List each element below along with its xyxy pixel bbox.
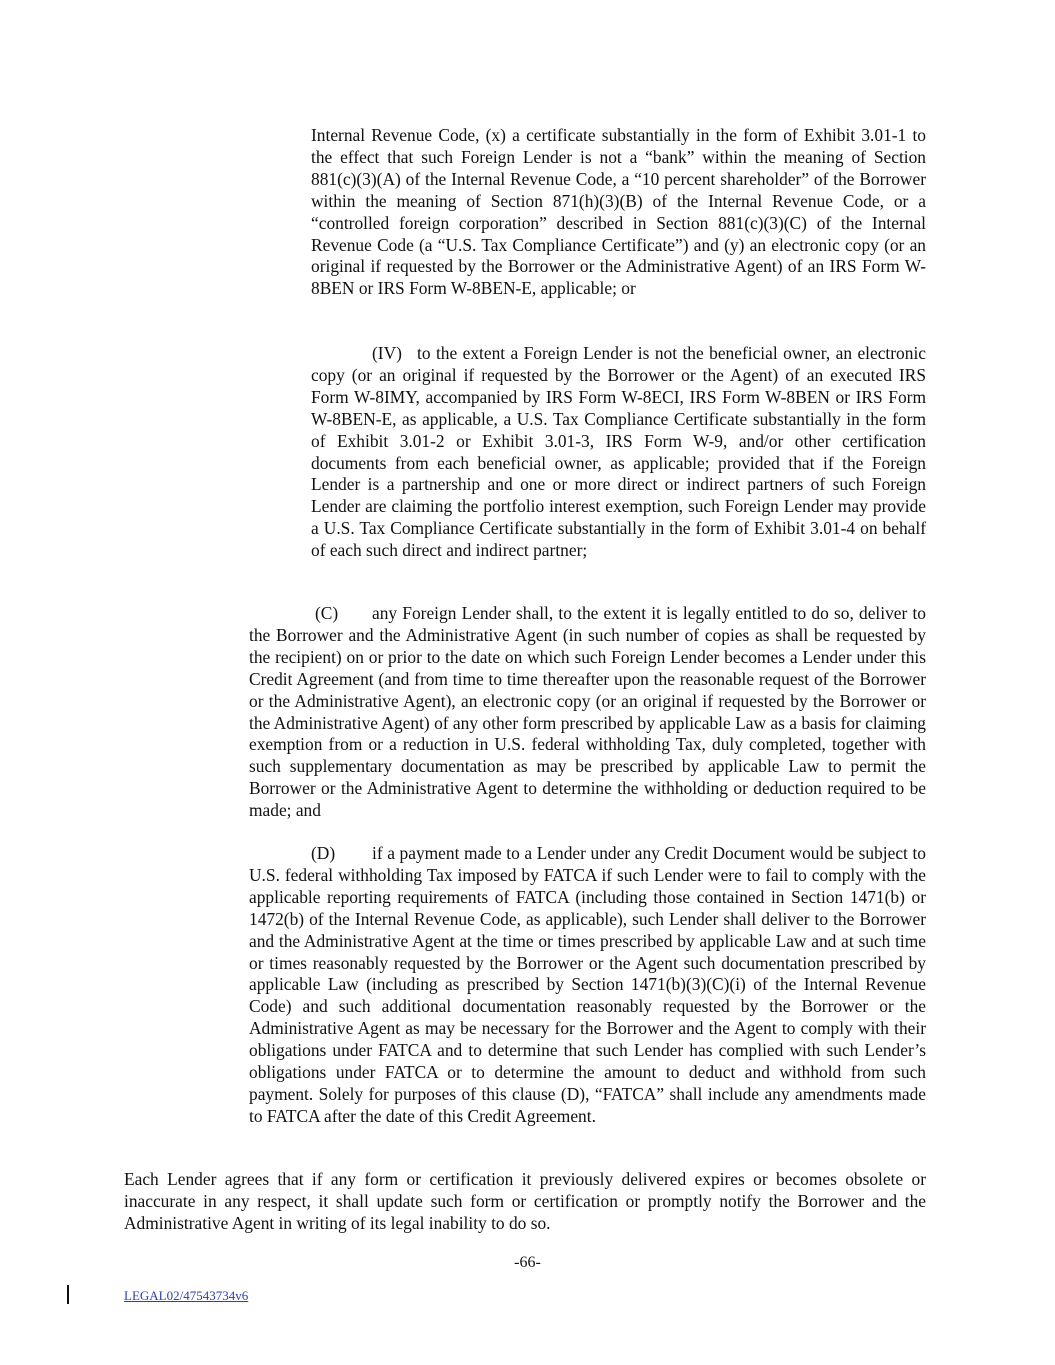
clause-label: (C) (315, 603, 339, 623)
clause-text: to the extent a Foreign Lender is not the beneficial owner, an electronic copy (or an original if requested by the Borrower or the Agent) of an executed IRS Form W-8IMY, accompanied by IRS Form W-8ECI, IRS Form W-8BEN or IRS Form W-8BEN-E, as applicable, a U.S. Tax Compliance Certificate substantially in the form of Exhibit 3.01-2 or Exhibit 3.01-3, IRS Form W-9, and/or other certification documents from each beneficial owner, as applicable; provided that if the Foreign Lender is a partnership and one or more direct or indirect partners of such Foreign Lender are claiming the portfolio interest exemption, such Foreign Lender may provide a U.S. Tax Compliance Certificate substantially in the form of Exhibit 3.01-4 on behalf of each such direct and indirect partner; (311, 343, 926, 561)
paragraph-text: Internal Revenue Code, (x) a certificate substantially in the form of Exhibit 3.01-1 to the effect that such Foreign Lender is not a “bank” within the meaning of Section 881(c)(3)(A) of the Internal Revenue Code, a “10 percent shareholder” of the Borrower within the meaning of Section 871(h)(3)(B) of the Internal Revenue Code, or a “controlled foreign corporation” described in Section 881(c)(3)(C) of the Internal Revenue Code (a “U.S. Tax Compliance Certificate”) and (y) an electronic copy (or an original if requested by the Borrower or the Administrative Agent) of an IRS Form W-8BEN or IRS Form W-8BEN-E, applicable; or (311, 125, 926, 299)
clause-label: (D) (311, 843, 336, 863)
clause-d (249, 843, 926, 1128)
clause-iv (311, 343, 926, 562)
document-id-link[interactable]: LEGAL02/47543734v6 (124, 1288, 249, 1303)
clause-c (249, 603, 926, 822)
page-number: -66- (514, 1254, 541, 1271)
paragraph-continuation (311, 125, 926, 300)
clause-text: if a payment made to a Lender under any Credit Document would be subject to U.S. federal withholding Tax imposed by FATCA if such Lender were to fail to comply with the applicable reporting requirements of FATCA (including those contained in Section 1471(b) or 1472(b) of the Internal Revenue Code, as applicable), such Lender shall deliver to the Borrower and the Administrative Agent at the time or times prescribed by applicable Law and at such time or times reasonably requested by the Borrower or the Agent such documentation prescribed by applicable Law (including as prescribed by Section 1471(b)(3)(C)(i) of the Internal Revenue Code) and such additional documentation reasonably requested by the Borrower or the Administrative Agent as may be necessary for the Borrower and the Agent to comply with their obligations under FATCA and to determine that such Lender has complied with such Lender’s obligations under FATCA or to determine the amount to deduct and withhold from such payment. Solely for purposes of this clause (D), “FATCA” shall include any amendments made to FATCA after the date of this Credit Agreement. (249, 843, 926, 1126)
revision-bar (67, 1285, 69, 1304)
clause-text: any Foreign Lender shall, to the extent it is legally entitled to do so, deliver to the Borrower and the Administrative Agent (in such number of copies as shall be requested by the recipient) on or prior to the date on which such Foreign Lender becomes a Lender under this Credit Agreement (and from time to time thereafter upon the reasonable request of the Borrower or the Administrative Agent), an electronic copy (or an original if requested by the Borrower or the Administrative Agent) of any other form prescribed by applicable Law as a basis for claiming exemption from or a reduction in U.S. federal withholding Tax, duly completed, together with such supplementary documentation as may be prescribed by applicable Law to permit the Borrower or the Administrative Agent to determine the withholding or deduction required to be made; and (249, 603, 926, 821)
clause-label: (IV) (372, 343, 402, 363)
paragraph-text: Each Lender agrees that if any form or certification it previously delivered expires or becomes obsolete or inaccurate in any respect, it shall update such form or certification or promptly notify the Borrower and the Administrative Agent in writing of its legal inability to do so. (124, 1169, 926, 1233)
closing-paragraph (124, 1169, 926, 1235)
